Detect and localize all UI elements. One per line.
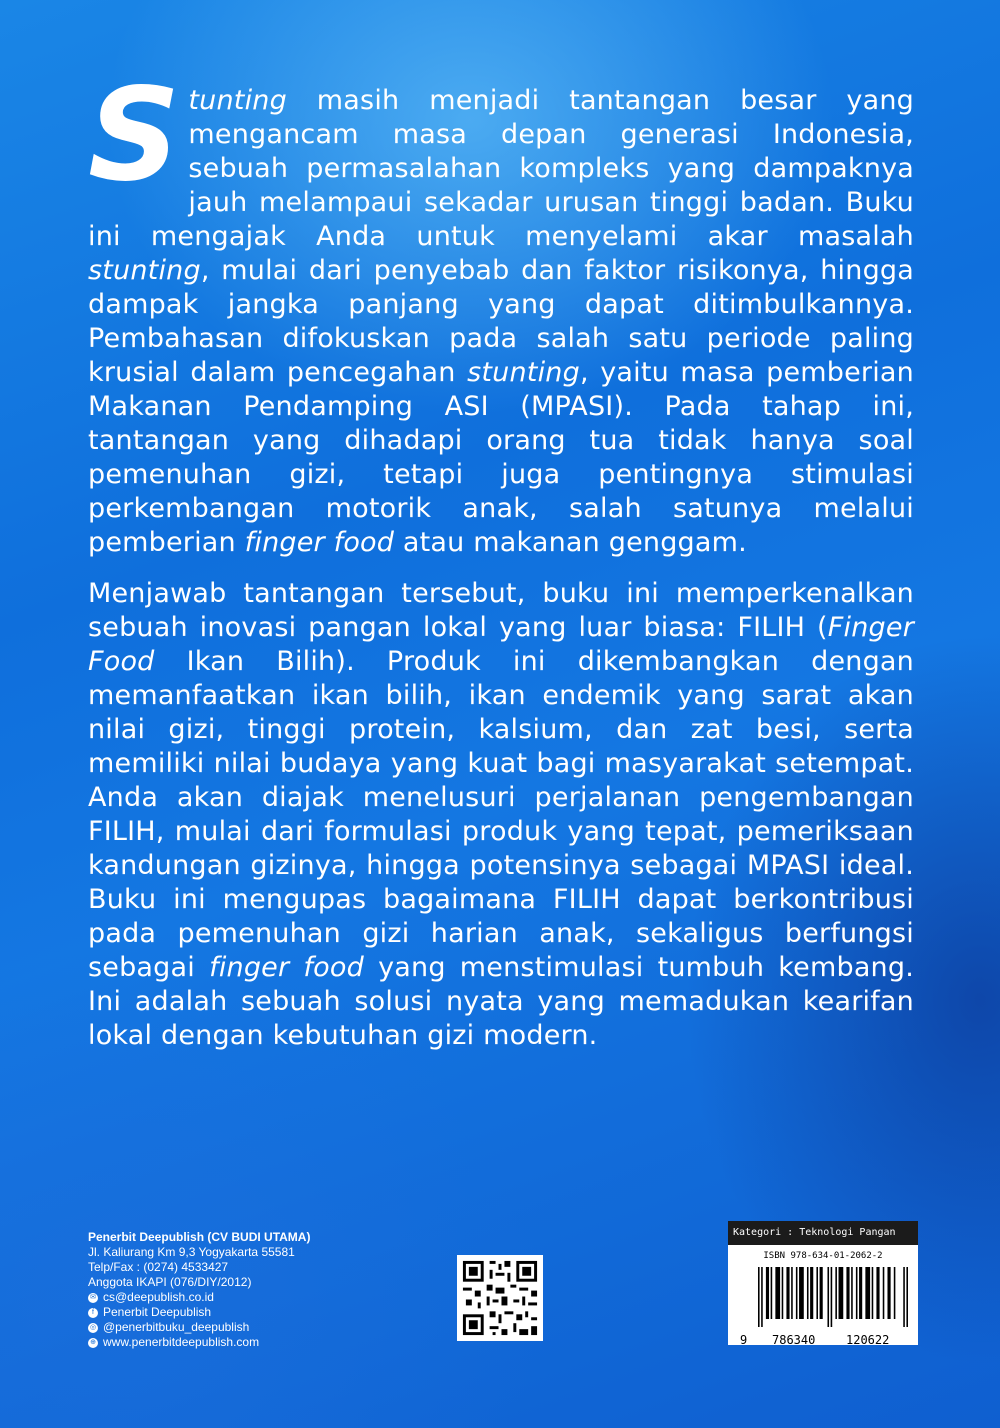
barcode-right-digits: 120622 (846, 1333, 890, 1347)
qr-code[interactable] (457, 1255, 543, 1341)
barcode-left-digits: 786340 (772, 1333, 816, 1347)
barcode-graphic (758, 1267, 908, 1327)
publisher-name: Penerbit Deepublish (CV BUDI UTAMA) (88, 1230, 311, 1244)
category-label: Kategori : Teknologi Pangan (728, 1221, 918, 1245)
publisher-phone: Telp/Fax : (0274) 4533427 (88, 1260, 229, 1274)
contact-facebook[interactable]: f Penerbit Deepublish (88, 1305, 310, 1320)
qr-code-graphic (457, 1255, 543, 1341)
barcode-lead-digit: 9 (740, 1333, 748, 1347)
contact-website[interactable]: ⊕ www.penerbitdeepublish.com (88, 1335, 310, 1350)
synopsis (88, 61, 914, 1053)
isbn-number: ISBN 978-634-01-2062-2 (763, 1251, 883, 1261)
email-icon: ✉ (88, 1293, 98, 1303)
paragraph-1: Stunting masih menjadi tantangan besar yang mengancam masa depan generasi Indonesia, sebuah permasalahan kompleks yang dampaknya jauh melampaui sekadar urusan tinggi badan. Buku ini mengajak Anda untuk menyelami akar masalah stunting, mulai dari penyebab dan faktor risikonya, hingga dampak jangka panjang yang dapat ditimbulkannya. Pembahasan difokuskan pada salah satu periode paling krusial dalam pencegahan stunting, yaitu masa pemberian Makanan Pendamping ASI (MPASI). Pada tahap ini, tantangan yang dihadapi orang tua tidak hanya soal pemenuhan gizi, tetapi juga pentingnya stimulasi perkembangan motorik anak, salah satunya melalui pemberian finger food atau makanan genggam. (88, 61, 914, 558)
isbn-barcode-panel (728, 1221, 918, 1345)
contact-email[interactable]: ✉ cs@deepublish.co.id (88, 1290, 310, 1305)
drop-cap: S (88, 61, 181, 210)
publisher-address: Jl. Kaliurang Km 9,3 Yogyakarta 55581 (88, 1245, 295, 1259)
paragraph-2: Menjawab tantangan tersebut, buku ini memperkenalkan sebuah inovasi pangan lokal yang luar biasa: FILIH (Finger Food Ikan Bilih). Produk ini dikembangkan dengan memanfaatkan ikan bilih, ikan endemik yang sarat akan nilai gizi, tinggi protein, kalsium, dan zat besi, serta memiliki nilai budaya yang kuat bagi masyarakat setempat. Anda akan diajak menelusuri perjalanan pengembangan FILIH, mulai dari formulasi produk yang tepat, pemeriksaan kandungan gizinya, hingga potensinya sebagai MPASI ideal. Buku ini mengupas bagaimana FILIH dapat berkontribusi pada pemenuhan gizi harian anak, sekaligus berfungsi sebagai finger food yang menstimulasi tumbuh kembang. Ini adalah sebuah solusi nyata yang memadukan kearifan lokal dengan kebutuhan gizi modern. (88, 578, 914, 1051)
publisher-info (88, 1230, 310, 1350)
globe-icon: ⊕ (88, 1338, 98, 1348)
contact-instagram[interactable]: ◎ @penerbitbuku_deepublish (89, 1320, 250, 1334)
facebook-icon: f (88, 1308, 98, 1318)
instagram-icon: ◎ (89, 1323, 97, 1331)
publisher-membership: Anggota IKAPI (076/DIY/2012) (88, 1275, 252, 1289)
